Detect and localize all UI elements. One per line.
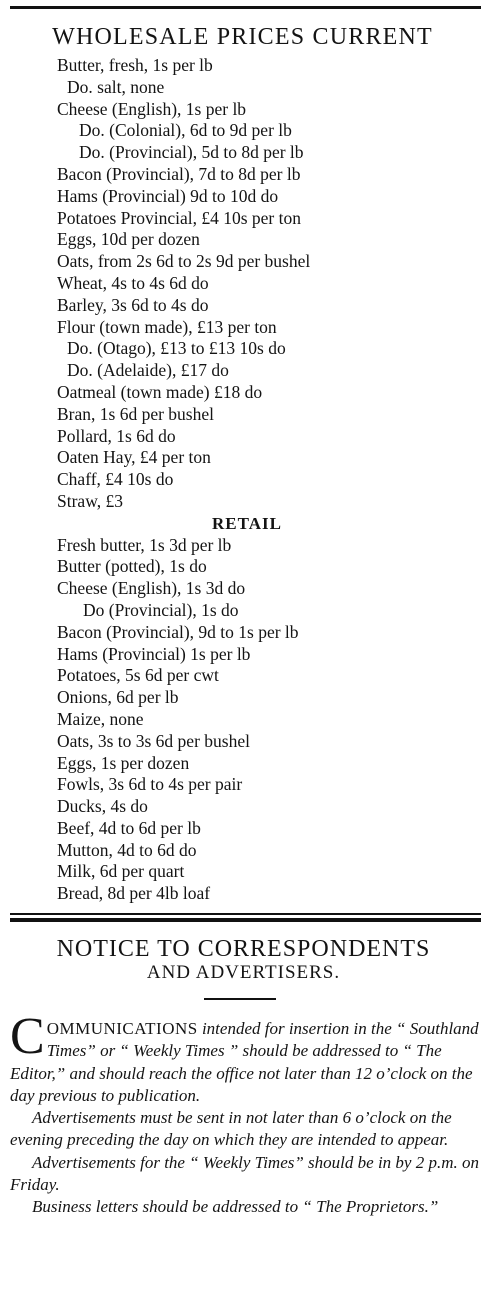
- drop-cap: C: [10, 1008, 45, 1065]
- retail-price-item: Milk, 6d per quart: [57, 861, 185, 882]
- wholesale-price-item: Oaten Hay, £4 per ton: [57, 447, 211, 468]
- retail-price-item: Mutton, 4d to 6d do: [57, 839, 197, 860]
- wholesale-price-item: Bran, 1s 6d per bushel: [57, 403, 214, 424]
- notice-body: [10, 1008, 479, 1219]
- wholesale-price-item: Do. salt, none: [67, 76, 165, 97]
- wholesale-price-item: Do. (Provincial), 5d to 8d per lb: [79, 142, 304, 163]
- retail-price-item: Beef, 4d to 6d per lb: [57, 817, 201, 838]
- notice-paragraph-communications: [10, 1008, 479, 1107]
- wholesale-price-item: Hams (Provincial) 9d to 10d do: [57, 185, 279, 206]
- wholesale-price-item: Straw, £3: [57, 490, 123, 511]
- retail-price-item: Potatoes, 5s 6d per cwt: [57, 665, 219, 686]
- wholesale-price-item: Pollard, 1s 6d do: [57, 425, 176, 446]
- wholesale-price-item: Do. (Otago), £13 to £13 10s do: [67, 338, 286, 359]
- wholesale-price-item: Potatoes Provincial, £4 10s per ton: [57, 207, 302, 228]
- wholesale-price-item: Oats, from 2s 6d to 2s 9d per bushel: [57, 251, 311, 272]
- notice-paragraph-weekly-times: Advertisements for the “ Weekly Times” should be in by 2 p.m. on Friday.: [10, 1152, 479, 1195]
- retail-price-item: Hams (Provincial) 1s per lb: [57, 643, 251, 664]
- retail-price-item: Oats, 3s to 3s 6d per bushel: [57, 730, 250, 751]
- wholesale-price-item: Eggs, 10d per dozen: [57, 229, 200, 250]
- retail-list: [57, 535, 477, 906]
- wholesale-price-item: Oatmeal (town made) £18 do: [57, 381, 263, 402]
- wholesale-price-item: Do. (Colonial), 6d to 9d per lb: [79, 120, 292, 141]
- retail-price-item: Fresh butter, 1s 3d per lb: [57, 534, 232, 555]
- wholesale-price-item: Bacon (Provincial), 7d to 8d per lb: [57, 163, 301, 184]
- wholesale-price-item: Butter, fresh, 1s per lb: [57, 55, 213, 75]
- retail-price-item: Ducks, 4s do: [57, 796, 148, 817]
- wholesale-price-item: Wheat, 4s to 4s 6d do: [57, 272, 209, 293]
- top-rule: [10, 6, 481, 9]
- communications-word: OMMUNICATIONS: [46, 1019, 198, 1038]
- wholesale-price-item: Barley, 3s 6d to 4s do: [57, 294, 209, 315]
- wholesale-price-item: Flour (town made), £13 per ton: [57, 316, 277, 337]
- communications-text: intended for insertion in the “ Southland Times” or “ Weekly Times ” should be addressed to “ The Editor,” and should reach the office not later than 12 o’clock on the day previous to publication.: [10, 1019, 479, 1105]
- retail-price-item: Cheese (English), 1s 3d do: [57, 578, 246, 599]
- wholesale-title: WHOLESALE PRICES CURRENT: [52, 24, 433, 50]
- retail-price-item: Maize, none: [57, 708, 144, 729]
- retail-price-item: Bread, 8d per 4lb loaf: [57, 883, 211, 904]
- retail-price-item: Do (Provincial), 1s do: [83, 599, 239, 620]
- price-list: [57, 55, 477, 905]
- wholesale-price-item: Do. (Adelaide), £17 do: [67, 360, 229, 381]
- notice-paragraph-business-letters: Business letters should be addressed to “ The Proprietors.”: [32, 1197, 439, 1217]
- wholesale-price-item: Chaff, £4 10s do: [57, 469, 174, 490]
- notice-paragraph-advertisements: Advertisements must be sent in not later than 6 o’clock on the evening preceding the day on which they are intended to appear.: [10, 1108, 452, 1150]
- retail-price-item: Onions, 6d per lb: [57, 687, 179, 708]
- retail-price-item: Eggs, 1s per dozen: [57, 752, 190, 773]
- notice-subtitle: AND ADVERTISERS.: [146, 962, 341, 983]
- wholesale-list: [57, 55, 477, 513]
- section-divider: [10, 913, 481, 922]
- wholesale-price-item: Cheese (English), 1s per lb: [57, 98, 247, 119]
- retail-price-item: Bacon (Provincial), 9d to 1s per lb: [57, 621, 299, 642]
- retail-title: RETAIL: [212, 513, 282, 533]
- notice-title: NOTICE TO CORRESPONDENTS: [56, 936, 431, 962]
- retail-price-item: Butter (potted), 1s do: [57, 556, 207, 577]
- retail-price-item: Fowls, 3s 6d to 4s per pair: [57, 774, 243, 795]
- short-divider: [204, 998, 276, 1000]
